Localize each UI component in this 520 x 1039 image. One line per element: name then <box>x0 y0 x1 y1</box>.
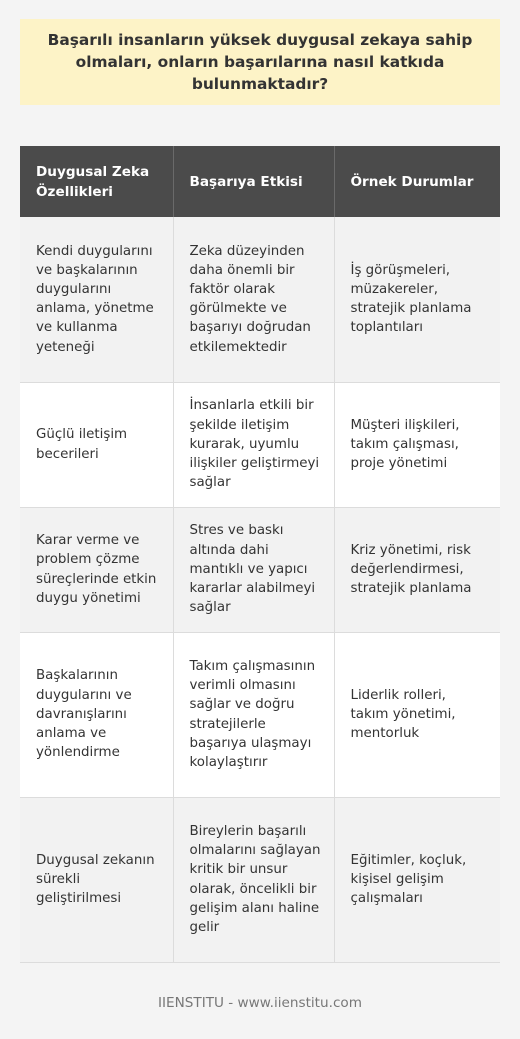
table-row <box>20 217 500 382</box>
table-cell-trait: Güçlü iletişim becerileri <box>20 382 173 507</box>
page-title: Başarılı insanların yüksek duygusal zekaya sahip olmaları, onların başarılarına nasıl katkıda bulunmaktadır? <box>47 31 473 93</box>
table-row <box>20 797 500 962</box>
table-cell-examples: Eğitimler, koçluk, kişisel gelişim çalışmaları <box>334 797 500 962</box>
table-cell-effect: Stres ve baskı altında dahi mantıklı ve yapıcı kararlar alabilmeyi sağlar <box>173 507 334 632</box>
table-cell-examples: İş görüşmeleri, müzakereler, stratejik planlama toplantıları <box>334 217 500 382</box>
table-cell-effect: İnsanlarla etkili bir şekilde iletişim kurarak, uyumlu ilişkiler geliştirmeyi sağlar <box>173 382 334 507</box>
title-banner <box>20 19 500 105</box>
table-row <box>20 382 500 507</box>
table-cell-trait: Kendi duygularını ve başkalarının duygularını anlama, yönetme ve kullanma yeteneği <box>20 217 173 382</box>
column-header-traits: Duygusal Zeka Özellikleri <box>20 146 173 217</box>
footer-credit: IIENSTITU - www.iienstitu.com <box>158 995 362 1011</box>
table-cell-trait: Duygusal zekanın sürekli geliştirilmesi <box>20 797 173 962</box>
table-cell-effect: Bireylerin başarılı olmalarını sağlayan kritik bir unsur olarak, öncelikli bir gelişim alanı haline gelir <box>173 797 334 962</box>
table-header-row <box>20 146 500 217</box>
comparison-table <box>20 146 500 963</box>
table-cell-effect: Zeka düzeyinden daha önemli bir faktör olarak görülmekte ve başarıyı doğrudan etkilemektedir <box>173 217 334 382</box>
table-row <box>20 632 500 797</box>
table-cell-trait: Başkalarının duygularını ve davranışlarını anlama ve yönlendirme <box>20 632 173 797</box>
column-header-examples: Örnek Durumlar <box>334 146 500 217</box>
table-cell-examples: Liderlik rolleri, takım yönetimi, mentorluk <box>334 632 500 797</box>
table-cell-effect: Takım çalışmasının verimli olmasını sağlar ve doğru stratejilerle başarıya ulaşmayı kolaylaştırır <box>173 632 334 797</box>
table-cell-examples: Kriz yönetimi, risk değerlendirmesi, stratejik planlama <box>334 507 500 632</box>
table-cell-examples: Müşteri ilişkileri, takım çalışması, proje yönetimi <box>334 382 500 507</box>
table-row <box>20 507 500 632</box>
column-header-effect: Başarıya Etkisi <box>173 146 334 217</box>
table-cell-trait: Karar verme ve problem çözme süreçlerinde etkin duygu yönetimi <box>20 507 173 632</box>
